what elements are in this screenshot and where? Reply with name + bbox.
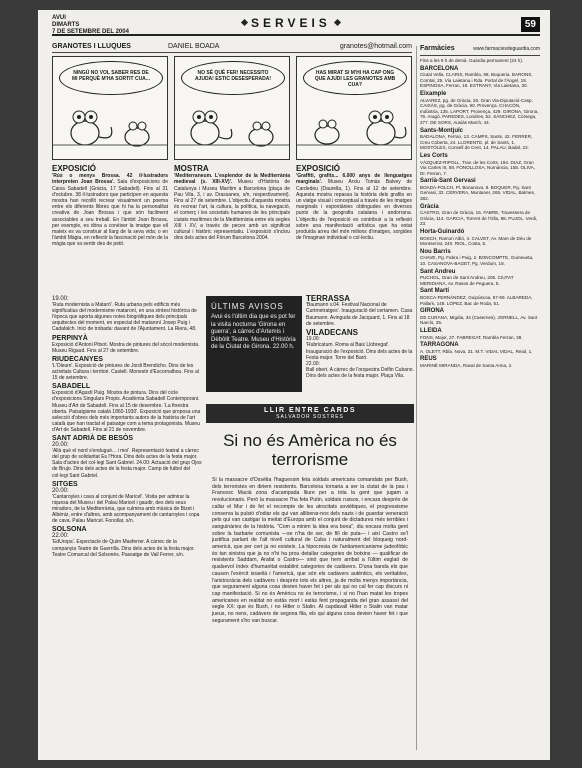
- listing-time: 20.00:: [52, 442, 69, 449]
- pharmacies-title: Farmàcies: [420, 45, 455, 52]
- pharmacy-entry: [420, 343, 540, 354]
- pharmacy-entry: [420, 250, 540, 267]
- pharmacy-entry: [420, 289, 540, 306]
- pharmacy-entry: [420, 309, 540, 326]
- comic-panel: [52, 56, 168, 160]
- pharmacies-header: [420, 46, 540, 56]
- pharmacy-list: A. OLETT, Rbla. Nova, 31. M.T. VIDAL VIDAL, Reial, 1.: [420, 348, 533, 354]
- agenda-listings-right: [306, 296, 414, 392]
- pharmacy-list: Ciutat Vella. CLARIS, Rambla, 98, Boqueria. BARONS, Comtal, 25. Via Laietana i Rda. Portal de l'Àngel, 18. ESPINOSA, Ferran, 18. ESTRANY, Via Laietana, 30.: [420, 72, 533, 89]
- pharmacy-list: PUCHOL, Gran de Sant Andreu, 205. CIUTAT MERIDIANA, Av. Rasos de Peguera, 5.: [420, 275, 514, 286]
- listing-time: 19.00:: [52, 296, 69, 302]
- newspaper-page: [38, 10, 550, 760]
- pharmacies-column: [420, 46, 540, 750]
- masthead-date: 7 DE SETEMBRE DEL 2004: [52, 29, 129, 35]
- listing-text: Ball obert. A càrrec de l'orquestra Dolfin Cubano. Dins dels actes de la festa major. Plaça Vila.: [306, 367, 414, 380]
- speech-bubble: HAS MIRAT SI M'HI HA CAP ONG QUE AJUDI LES GRANOTES AMB CUA?: [303, 61, 407, 95]
- pharmacies-intro: Fins a les 9 h de demà. Guàrdia permanent (24 h).: [420, 58, 524, 63]
- event-subtitle: 'Graffiti, grafits... 6.000 anys de llenguatges marginals'.: [296, 173, 412, 186]
- pharmacy-entry: [420, 205, 540, 227]
- pharmacy-city: BARCELONA: [420, 65, 459, 72]
- pharmacy-city: TARRAGONA: [420, 342, 459, 349]
- listing-item: [52, 527, 202, 557]
- last-notices-box: [206, 296, 302, 392]
- pharmacy-city: Sant Martí: [420, 288, 450, 295]
- pharmacy-entry: [420, 92, 540, 126]
- pharmacy-city: Les Corts: [420, 152, 448, 159]
- comic-panel: [174, 56, 290, 160]
- listing-town: PERPINYÀ: [52, 334, 88, 342]
- page-header: [52, 14, 540, 36]
- event-title: EXPOSICIÓ: [52, 164, 97, 173]
- pharmacy-city: Sants-Montjuïc: [420, 127, 463, 134]
- article-column-band: [206, 404, 414, 423]
- listing-text: 'Allà què el nord s'enduguè... i moi'. Representació teatral a càrrec del grup de solidaritat Es l'Hora. Dins dels actes de la festa major. Sala d'actes del col·legi Sant Gabriel. 24.00: Actuació del grup Ojos de Brujo. Dins dels actes de la festa major. Camp de futbol del col·legi Sant Gabriel.: [52, 448, 202, 479]
- pharmacy-list: ALVAREZ, pg. de Gràcia, 26. Gran Via-Diputació-Casp. CAIXÀS, pg. de Gràcia, 90. Provença. CHACÓN, Indústria, 135. LAPORT, Provença, 429. GIRONA, Girona, 76. Aragó. PAREDES, Londres, 52. SÁNCHEZ, Còrsega, 277. DE SORS, Ausiàs March, 44.: [420, 97, 539, 125]
- comic-email: granotes@hotmail.com: [339, 43, 412, 50]
- pharmacy-list: BOADA-FOLCH, Pl. Bonanova, 8. BOQUER, Pg. Sant Gervasi, 32. CERVERA, Muntaner, 265. VIDAL, Balmes, 382.: [420, 184, 536, 202]
- pharmacy-list: CASTRO, Gran de Gràcia, 15. FABRE, Travessera de Gràcia, 114. GARCIA, Torrent de l'Olla, 88. PUJOL, Verdi, 23.: [420, 210, 538, 227]
- listing-text: 'Cantaroyles i cava al conjunt de Maricel'. Visita per admirar la riquesa del Museu i del Palau Maricel i gaudir, des dels seus miradors, de la Mediterrània, que culmina amb música de Bizet i Albéniz, entre d'altres, amb acompanyament de cantaroyles i copa de cava. Palau Maricel. Fonollar, s/n.: [52, 493, 200, 525]
- article-headline: Si no és Amèrica no és terrorisme: [223, 431, 397, 469]
- pharmacy-entry: [420, 129, 540, 151]
- event-text: Museu Arxiu Tomàs Balvey de Cardedeu (Daurella, 1). Fins al 12 de setembre. Aquesta mostra repassa la història dels grafits en un viatge visual i conceptual a través de les imatges marginals i espontànies obtingudes en diversos punts de la geografia catalana i andorrana. L'objectiu de l'exposició es contribuir a la reflexió sobre una manifestació artística que ha estat produïda arreu del món milions d'imatges, sorgides de l'imaginari individual o col·lectiu.: [296, 179, 413, 242]
- event-text: Sala d'exposicions de Caixa Sabadell (Gràcia, 17 Sabadell). Fins al 31 d'octubre. 38 il·lustradors que participen en aquesta mostra han recollit recrear visualment un poema entre els diferents llibres que hi ha la personalitat creativa de Joan Brossa i que són facilment associables a seu treball. En l'àmbit Joan Brossa, per exemple, es dóna a conèixer la imatge que ell mateix es va construir al llarg de la seva vida; o en l'àmbit Màgia, en reflectir la fascinació pel món de la màgia que va sentir des de petit.: [52, 179, 168, 248]
- event-item: [296, 166, 412, 290]
- masthead-day: DIMARTS: [52, 22, 80, 28]
- listing-town: VILADECANS: [306, 328, 359, 338]
- masthead: [52, 15, 129, 36]
- listing-item: [52, 296, 202, 333]
- listing-town: RIUDECANYES: [52, 355, 103, 363]
- last-notices-title: ÚLTIMS AVISOS: [211, 302, 284, 311]
- agenda-listings: [52, 296, 202, 716]
- listing-text: Exposició d'Agustí Puig. Mostra de pintura. Dins del cicle d'exposicions Singulars Propis. Acadèmia Sabadell Contemporani. Museu d'Art de Sabadell. Fins al 15 de desembre. 'La finestra oberta. Paisatgisme català 1860-1930'. Exposició que proposa una selecció d'obres dels més importants autors de la història de l'art català que han tractat el paisatge com a tema protagonista. Museu d'Art de Sabadell. Fins al 21 de novembre.: [52, 390, 201, 433]
- listing-time: 22.00:: [306, 361, 320, 368]
- event-subtitle: 'Rús o menys Brossa. 42 il·lustradors interpreten Joan Brossa'.: [52, 173, 168, 186]
- comic-author: DANIEL BOADA: [168, 43, 220, 50]
- listing-text: 'EdUropa'. Espectacle de Quim Masferrer. A càrrec de la companyia Teatre de Guerrilla. Dins dels actes de la festa major. Teatre Comarcal del Solsonès. Passatge de Vall Ferrer, s/n.: [52, 539, 195, 558]
- pharmacy-list: CHAVE, Pg. Fabra i Puig, 2. BONCOMPTE, Guineueta, 10. CASANOVA-BAGET, Pg. Verdum, 18.: [420, 255, 534, 266]
- comic-strip-header: [52, 43, 412, 53]
- listing-time: 19.00:: [306, 336, 320, 343]
- pharmacy-entry: [420, 329, 540, 340]
- pharmacy-list: DE CURANA, Migdia, 34 (Casernes). JORNELL, Av. Sant Narcís, 25.: [420, 314, 538, 326]
- pharmacy-entry: [420, 154, 540, 176]
- listing-town: SITGES: [52, 480, 78, 488]
- listing-text: 'Ruta modernista a Mataró'. Ruta urbana pels edificis més significatius del modernisme mataroní, en una síntesi històrica de l'època que aporta algunes notes biogràfiques dels principals arquitectes del moment, en especial del mataroní Josep Puig i Cadafalch. Inici de trobada: davant de l'Ajuntament. La Riera, 48.: [52, 302, 197, 333]
- pharmacy-list: BOSCH, Ramon Albó, 4. CALVET, Av. Mare de Déu de Montserrat, 240. RIOL, Costa, 5.: [420, 235, 532, 247]
- pharmacy-list: BADALONA, Ferran, 13. CAMPS, Sants, 42. FERRER, Creu Coberta, 24. LLORENTE, pl. de Sants, 1. MOSTÓLES, Consell de Cent, 14. PALAU, Badal, 22.: [420, 134, 533, 151]
- pharmacy-city: Horta-Guinardó: [420, 229, 465, 236]
- frog-icon: [297, 57, 412, 160]
- listing-text: Exposició d'Antoni Pitxot. Mostra de pintures del sòcol modernista. Museu Rigaud. Fins al 27 de setembre.: [52, 341, 200, 354]
- section-title-text: SERVEIS: [251, 16, 331, 30]
- event-title: MOSTRA: [174, 164, 209, 173]
- page-number: 59: [521, 17, 540, 32]
- diamond-icon: [241, 19, 248, 26]
- listing-town: SABADELL: [52, 383, 91, 391]
- pharmacies-website: www.farmaciesdeguardia.com: [473, 46, 540, 52]
- pharmacy-entry: [420, 230, 540, 247]
- pharmacy-city: REUS: [420, 356, 437, 363]
- pharmacy-city: Gràcia: [420, 203, 439, 210]
- pharmacy-entry: [420, 357, 540, 368]
- pharmacy-list: MARINÉ MIRANDA, Raval de Santa Anna, 2.: [420, 362, 513, 368]
- listing-time: 22.00:: [52, 533, 69, 540]
- pharmacy-list: BOSCA-FERNÁNDEZ, Guipúscoa, 67-69. ALBAREDA, Pallars, 148. LÓPEZ, Bac de Roda, 51.: [420, 294, 533, 306]
- pharmacy-city: Sarrià-Sant Gervasi: [420, 178, 476, 185]
- frog-icon: [175, 57, 290, 160]
- last-notices-text: Avui és l'últim dia que es pot fer la visita nocturna 'Girona en guerra', a càrrec d'Artemis i Dèbòlit Teatre. Museu d'Història de la Ciutat de Girona. 22.00 h.: [211, 314, 296, 350]
- comic-strip: [52, 56, 412, 160]
- pharmacy-entry: [420, 67, 540, 89]
- listing-time: 20.00:: [52, 487, 69, 494]
- pharmacy-entry: [420, 270, 540, 287]
- frog-icon: [53, 57, 168, 160]
- listing-item: [52, 436, 202, 479]
- listing-item: [52, 384, 202, 433]
- event-item: [52, 166, 168, 290]
- pharmacy-list: FONS, Major, 27. FABREGAT, Rambla Ferran, 38.: [420, 334, 523, 340]
- listing-item: [52, 482, 202, 525]
- opinion-article: [206, 404, 414, 724]
- event-item: [174, 166, 290, 290]
- speech-bubble: NINGÚ NO VOL SABER RES DE MI PERQUÈ M'HA SORTIT CUA...: [59, 61, 163, 95]
- listing-item: [52, 336, 202, 354]
- comic-panel: [296, 56, 412, 160]
- listing-town: SOLSONA: [52, 526, 87, 534]
- pharmacy-city: Nou Barris: [420, 248, 451, 255]
- section-title: [238, 16, 344, 30]
- article-author: SALVADOR SOSTRES: [276, 414, 344, 420]
- event-text: Museu d'Història de Catalunya i Museu Marítim a Barcelona (plaça de Pau Vila, 3, i av. Drassanes, s/n, respectivament). Fins al 27 de setembre. L'objectiu d'aquesta mostra és recrear l'art, la cultura, la política, la navegació, el comerç i les societats humanes de les principals ciutats marítimes de la Mediterrània entre els segles XIII i XV, a través de peces amb un significat cultural i històric representatiu. L'exposició s'inclou dins dels actes del Fòrum Barcelona 2004.: [174, 179, 290, 242]
- event-title: EXPOSICIÓ: [296, 164, 341, 173]
- event-subtitle: 'Mediterraneum. L'esplendor de la Mediterrània medieval (s. XIII-XV)'.: [174, 173, 290, 186]
- article-kicker: LLIR ENTRE CARDS: [263, 407, 357, 414]
- listing-town: TERRASSA: [306, 294, 351, 303]
- pharmacy-city: GIRONA: [420, 308, 444, 315]
- pharmacy-list: VÁZQUEZ-RIPOLL, Trav. de les Corts, 194. DIAZ, Gran Via Carles III, 58. FONOLLOSA, Numància, 155. OLIVA, Dr. Ferran, 7.: [420, 159, 535, 176]
- listing-town: SANT ADRIÀ DE BESÒS: [52, 434, 134, 442]
- diamond-icon: [334, 19, 341, 26]
- pharmacy-city: Eixample: [420, 90, 447, 97]
- pharmacy-city: LLEIDA: [420, 327, 442, 334]
- pharmacy-entry: [420, 179, 540, 201]
- comic-title: GRANOTES I LLUQUES: [52, 43, 131, 50]
- masthead-paper: AVUI: [52, 15, 66, 21]
- speech-bubble: NO SÉ QUÈ FER! NECESSITO AJUDA! ESTIC DESESPERADA!: [181, 61, 285, 95]
- listing-text: 'Rubricatum. Roma al Baix Llobregat'. Inauguració de l'exposició. Dins dels actes de la Festa major. Torre del Baró.: [306, 342, 413, 361]
- pharmacy-city: Sant Andreu: [420, 268, 456, 275]
- listing-text: 'Baumann v.04. Festival Nacional de Curtmetratges'. Inauguració del certamen. Casa Baumann. Avinguda de Jacquard, 1. Fins al 18 de setembre.: [306, 302, 413, 327]
- listing-text: 'L'Oleum'. Exposició de pintures de Jordi Brendicho. Dins de les activitats Cultura i territori. Castell. Monestir d'Escornalbou. Fins al 15 de setembre.: [52, 362, 199, 382]
- column-divider: [416, 46, 417, 750]
- article-body: Si la massacre d'Ossètia l'haguessin feta soldats americans comandats per Bush, dels terroristes en diriem resistents. Barcelona tornaria a ser la ciutat de la pau i Francesc Macià zona d'acampada lliure per a tota la gent que jugam a revolucionaris. Però la massacre l'ha feta Putin, soldats russos, i encara després de callar el Mur i de fet el recompte de les atrocitats soviètiques, el progressisme conserva la pulsió d'odiar els qui van alliberar-nos dels nazis i de guardar veneració pels qui van castigar la meitat d'Europa amb el conjunt de dictadures més terribles i sanguinàries de la història. "Com a minim la idea era bona", diu encara molta gent sobre la barbarie comunista —se n'ha de ser, de fill de puta— i així Castro se'l justifica parlant de l'alt nivell cultural de Cuba i naturalment del bloqueig nord-americà, que per cert ja no existeix. La hipocresia de l'antiamericanisme judeofòbic és tan sinistra que ja no n'hi ha prou detallar categories de botxins — qualificar de resistents Saddam, Arafat o Castro— sinó que hem arribat a l'últim esglaó de qualsevol índex d'humanitat establint categories de cadàvers. D'una banda els que causen l'exèrcit israelià i l'americà, que són els cadàvers autèntics, els veritables, l'aristocràcia dels cadàvers i després tots els altres, ja de molta menys importància, que segurament alguna cosa devien haver fet i per als qui no cal fer cap discurs ni cap manifestació. Si no és Amèrica no és terrorisme, i si no l'han matat les tropes americanes en realitat no estàs mort i estàs fent propaganda del gran assassí del segle XX: que és Bush, i no Hitler o Stalin. Al capdavall Hitler o Stalin van matar jueus, no nens, cadàvers de segona fila, els qui alguna cosa devien haver fet i que segurament s'ho van buscar.: [212, 477, 408, 624]
- listing-item: [52, 357, 202, 381]
